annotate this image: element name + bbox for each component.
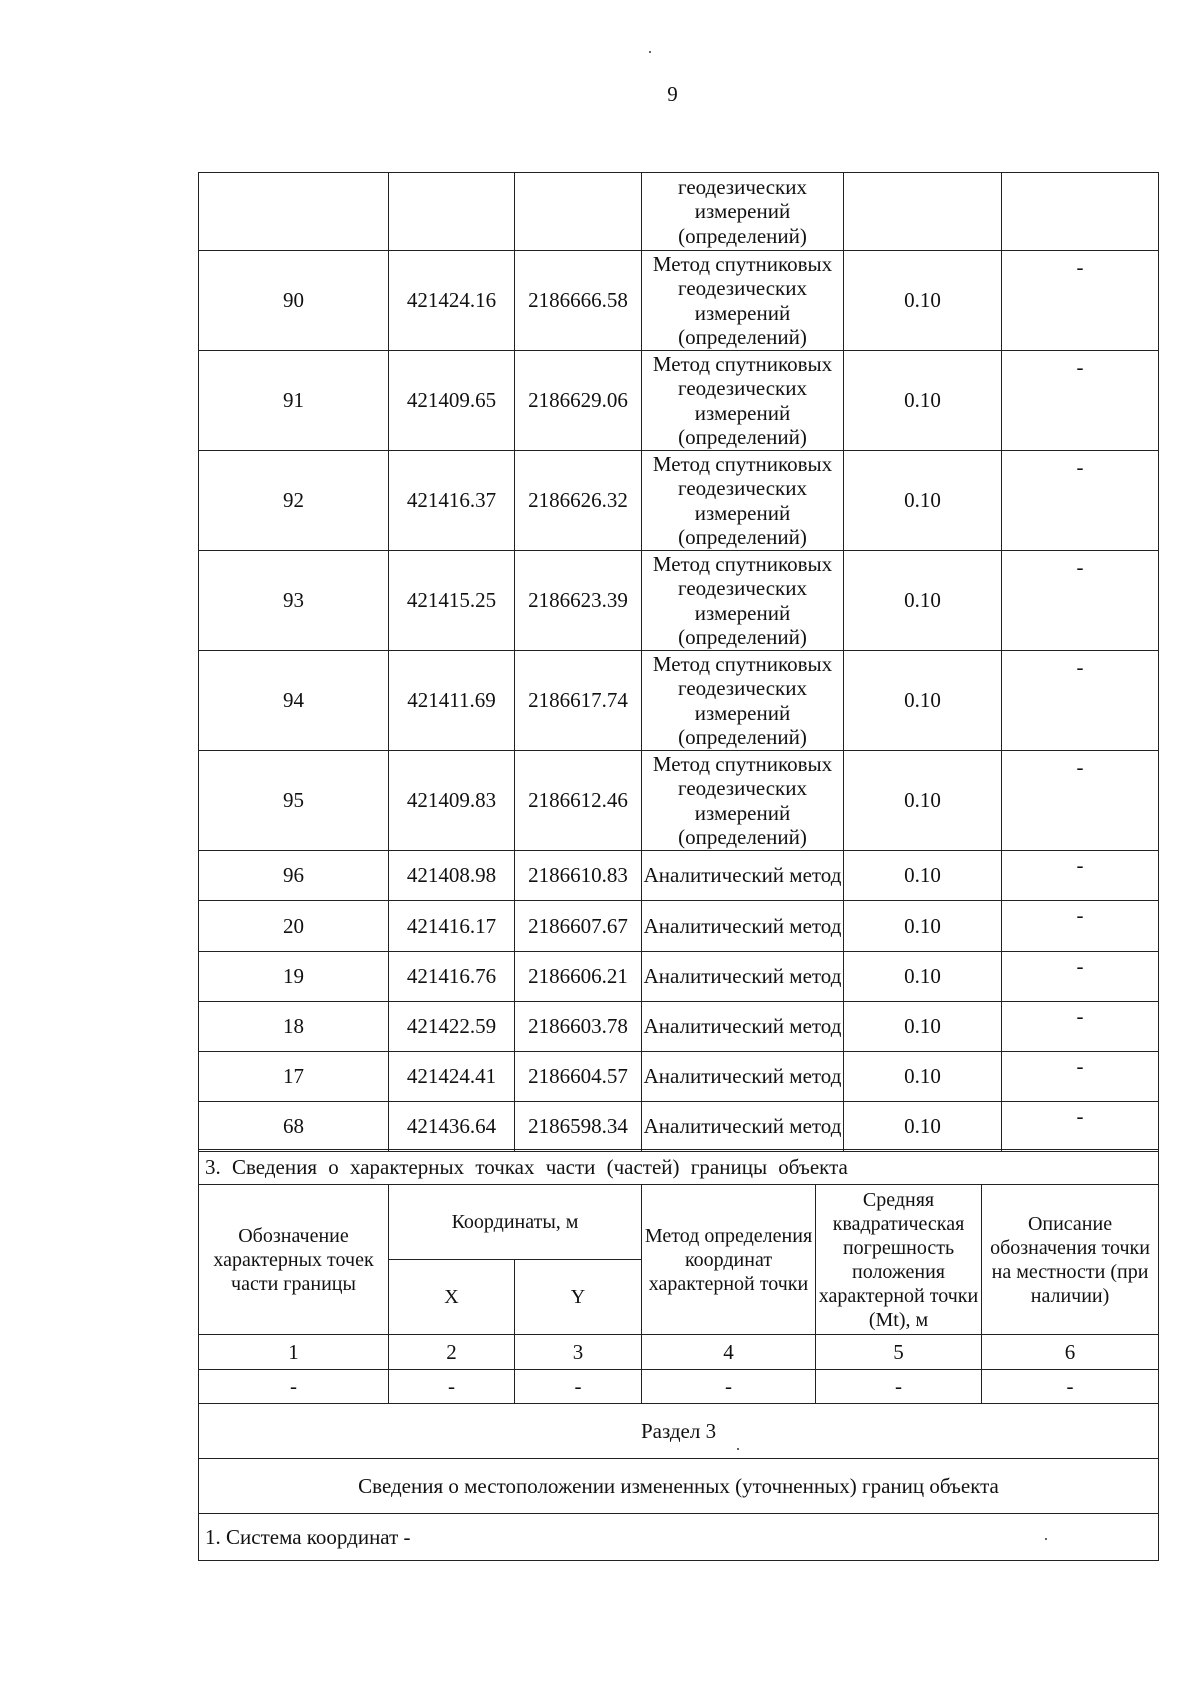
header-accuracy: Средняя квадратическая погрешность положения характерной точки (Mt), м — [816, 1185, 982, 1335]
description-cell: - — [1002, 651, 1159, 751]
y-coordinate: 2186598.34 — [515, 1102, 642, 1152]
method-cell: Аналитический метод — [642, 851, 844, 901]
accuracy-cell: 0.10 — [844, 1002, 1002, 1052]
section-caption: 3. Сведения о характерных точках части (частей) границы объекта — [199, 1150, 1159, 1185]
y-coordinate: 2186607.67 — [515, 901, 642, 952]
description-cell: - — [1002, 251, 1159, 351]
table-row — [199, 1102, 1159, 1152]
x-coordinate: 421416.17 — [389, 901, 515, 952]
y-coordinate: 2186604.57 — [515, 1052, 642, 1102]
accuracy-cell: 0.10 — [844, 901, 1002, 952]
y-coordinate: 2186610.83 — [515, 851, 642, 901]
x-coordinate: 421436.64 — [389, 1102, 515, 1152]
method-cell: Метод спутниковых геодезических измерений (определений) — [642, 351, 844, 451]
header-coordinates: Координаты, м — [389, 1185, 642, 1260]
x-coordinate: 421424.41 — [389, 1052, 515, 1102]
header-method: Метод определения координат характерной точки — [642, 1185, 816, 1335]
empty-value: - — [982, 1370, 1159, 1404]
x-coordinate: 421416.76 — [389, 952, 515, 1002]
part-boundary-table — [198, 1149, 1159, 1561]
x-coordinate: 421408.98 — [389, 851, 515, 901]
table-row — [199, 451, 1159, 551]
point-id: 96 — [199, 851, 389, 901]
section-title: Раздел 3 — [199, 1404, 1159, 1459]
table-row — [199, 952, 1159, 1002]
description-cell: - — [1002, 1102, 1159, 1152]
x-coordinate: 421409.65 — [389, 351, 515, 451]
column-number: 4 — [642, 1335, 816, 1370]
method-cell: Аналитический метод — [642, 1102, 844, 1152]
y-coordinate: 2186629.06 — [515, 351, 642, 451]
x-coordinate: 421422.59 — [389, 1002, 515, 1052]
point-id: 18 — [199, 1002, 389, 1052]
point-id: 90 — [199, 251, 389, 351]
description-cell: - — [1002, 1052, 1159, 1102]
point-id: 93 — [199, 551, 389, 651]
column-number: 2 — [389, 1335, 515, 1370]
empty-value: - — [642, 1370, 816, 1404]
point-id: 95 — [199, 751, 389, 851]
continuation-row — [199, 173, 1159, 251]
table-row — [199, 251, 1159, 351]
accuracy-cell: 0.10 — [844, 351, 1002, 451]
description-cell: - — [1002, 351, 1159, 451]
column-number-row — [199, 1335, 1159, 1370]
method-cell: Метод спутниковых геодезических измерений (определений) — [642, 551, 844, 651]
x-coordinate: 421411.69 — [389, 651, 515, 751]
accuracy-cell: 0.10 — [844, 751, 1002, 851]
header-designation: Обозначение характерных точек части границы — [199, 1185, 389, 1335]
column-number: 5 — [816, 1335, 982, 1370]
accuracy-cell: 0.10 — [844, 451, 1002, 551]
column-number: 1 — [199, 1335, 389, 1370]
y-coordinate: 2186603.78 — [515, 1002, 642, 1052]
accuracy-cell: 0.10 — [844, 1052, 1002, 1102]
page-number: 9 — [667, 82, 678, 106]
description-cell: - — [1002, 952, 1159, 1002]
coordinate-system: 1. Система координат - — [199, 1514, 1159, 1561]
accuracy-cell: 0.10 — [844, 851, 1002, 901]
scan-speck — [649, 51, 651, 53]
description-cell: - — [1002, 901, 1159, 952]
point-id: 94 — [199, 651, 389, 751]
x-coordinate: 421424.16 — [389, 251, 515, 351]
table-row — [199, 651, 1159, 751]
y-coordinate: 2186617.74 — [515, 651, 642, 751]
method-cell: Аналитический метод — [642, 901, 844, 952]
y-coordinate: 2186623.39 — [515, 551, 642, 651]
section-subtitle: Сведения о местоположении измененных (уточненных) границ объекта — [199, 1459, 1159, 1514]
table-row — [199, 851, 1159, 901]
method-cell: Аналитический метод — [642, 1002, 844, 1052]
empty-value: - — [389, 1370, 515, 1404]
accuracy-cell: 0.10 — [844, 1102, 1002, 1152]
y-coordinate: 2186666.58 — [515, 251, 642, 351]
empty-cell — [1002, 173, 1159, 251]
y-coordinate: 2186626.32 — [515, 451, 642, 551]
method-cell: Метод спутниковых геодезических измерений (определений) — [642, 251, 844, 351]
accuracy-cell: 0.10 — [844, 251, 1002, 351]
point-id: 91 — [199, 351, 389, 451]
table-row — [199, 901, 1159, 952]
y-coordinate: 2186612.46 — [515, 751, 642, 851]
description-cell: - — [1002, 851, 1159, 901]
description-cell: - — [1002, 451, 1159, 551]
empty-cell — [844, 173, 1002, 251]
table-row — [199, 751, 1159, 851]
point-id: 68 — [199, 1102, 389, 1152]
table-row — [199, 1052, 1159, 1102]
point-id: 17 — [199, 1052, 389, 1102]
column-number: 6 — [982, 1335, 1159, 1370]
y-coordinate: 2186606.21 — [515, 952, 642, 1002]
method-cell: Метод спутниковых геодезических измерений (определений) — [642, 651, 844, 751]
header-y: Y — [515, 1260, 642, 1335]
method-cell: Метод спутниковых геодезических измерений (определений) — [642, 751, 844, 851]
description-cell: - — [1002, 1002, 1159, 1052]
point-id: 19 — [199, 952, 389, 1002]
header-x: X — [389, 1260, 515, 1335]
accuracy-cell: 0.10 — [844, 551, 1002, 651]
empty-cell — [389, 173, 515, 251]
method-cell: Аналитический метод — [642, 952, 844, 1002]
method-cell: Аналитический метод — [642, 1052, 844, 1102]
empty-cell — [515, 173, 642, 251]
description-cell: - — [1002, 751, 1159, 851]
empty-cell — [199, 173, 389, 251]
x-coordinate: 421409.83 — [389, 751, 515, 851]
empty-value: - — [199, 1370, 389, 1404]
method-cell: Метод спутниковых геодезических измерений (определений) — [642, 451, 844, 551]
x-coordinate: 421415.25 — [389, 551, 515, 651]
column-number: 3 — [515, 1335, 642, 1370]
description-cell: - — [1002, 551, 1159, 651]
points-table — [198, 172, 1159, 1152]
table-row — [199, 351, 1159, 451]
x-coordinate: 421416.37 — [389, 451, 515, 551]
accuracy-cell: 0.10 — [844, 952, 1002, 1002]
table-row — [199, 551, 1159, 651]
empty-value: - — [816, 1370, 982, 1404]
point-id: 92 — [199, 451, 389, 551]
accuracy-cell: 0.10 — [844, 651, 1002, 751]
point-id: 20 — [199, 901, 389, 952]
method-cell: геодезических измерений (определений) — [642, 173, 844, 251]
header-description: Описание обозначения точки на местности (при наличии) — [982, 1185, 1159, 1335]
empty-value: - — [515, 1370, 642, 1404]
table-row — [199, 1002, 1159, 1052]
table-row — [199, 1370, 1159, 1404]
